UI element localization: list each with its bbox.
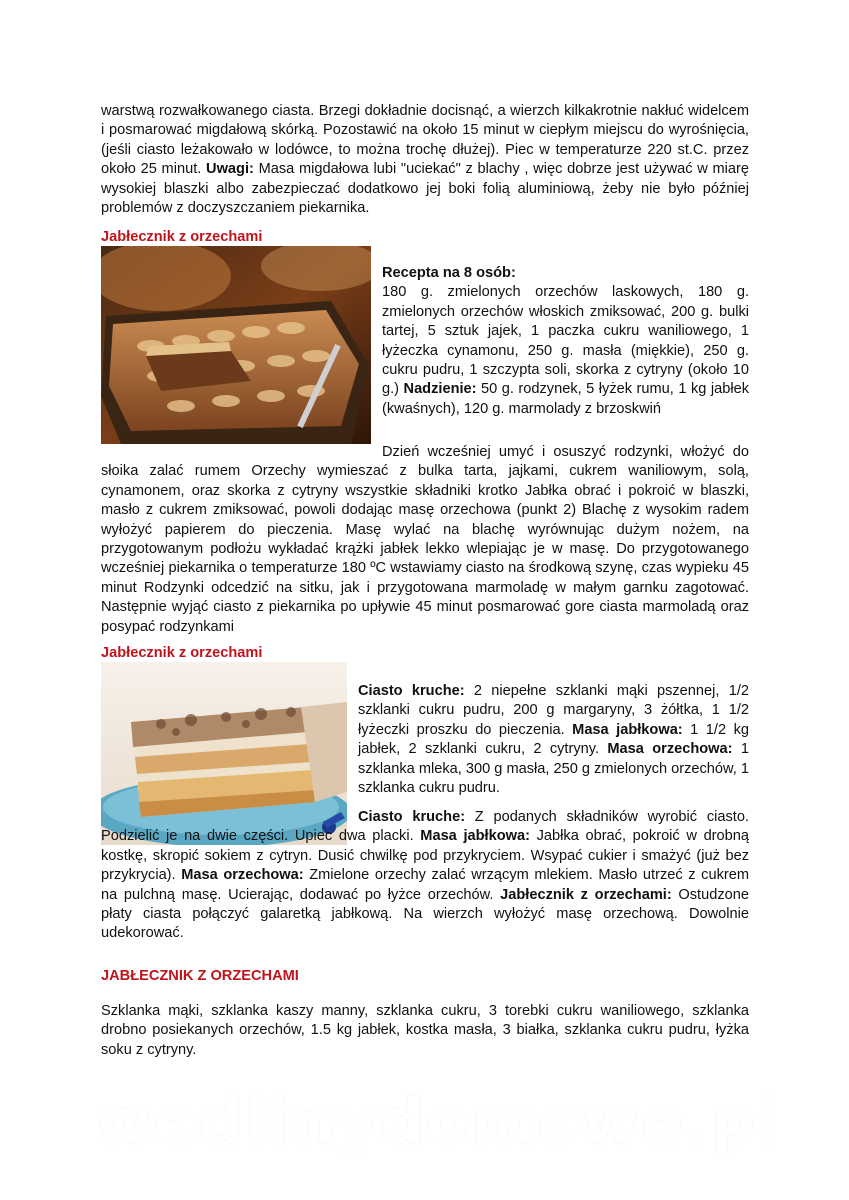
recipe1-photo xyxy=(101,246,371,444)
apple-mass-label: Masa jabłkowa: xyxy=(572,721,683,738)
filling-text: 50 g. rodzynek, 5 łyżek rumu, 1 kg jabłek (kwaśnych), 120 g. marmolady z brzoskwiń xyxy=(382,381,749,417)
method-final-text: Ostudzone płaty ciasta połączyć galaretką jabłkową. Na wierzch wyłożyć masę orzechową. Dowolnie udekorować. xyxy=(101,886,749,942)
dough-label: Ciasto kruche: xyxy=(358,683,465,699)
recipe3-title: JABŁECZNIK Z ORZECHAMI xyxy=(101,968,299,984)
note-text: Masa migdałowa lubi "uciekać" z blachy , więc dobrze jest używać w miarę wysokiej blaszki albo zabezpieczać dodatkowo jej boki folią aluminiową, żeby nie było później problemów z doczyszczaniem piekarnika. xyxy=(101,161,749,217)
recipe1-ingredients xyxy=(382,264,749,419)
watermark: wedlinydomowe.pl xyxy=(95,1085,781,1158)
recipe1-title: Jabłecznik z orzechami xyxy=(101,229,263,245)
nut-mass-label: Masa orzechowa: xyxy=(607,741,733,758)
dough-text: 2 niepełne szklanki mąki pszennej, 1/2 szklanki cukru pudru, 200 g margaryny, 3 żółtka, 1 1/2 łyżeczki proszku do pieczenia. xyxy=(358,683,749,738)
recipe2-ingredients xyxy=(358,682,749,798)
filling-label: Nadzienie: xyxy=(403,381,477,398)
recipe2-title: Jabłecznik z orzechami xyxy=(101,645,263,661)
apple-cake-tray-image xyxy=(101,246,371,444)
method-text: Dzień wcześniej umyć i osuszyć rodzynki, włożyć do słoika zalać rumem Orzechy wymieszać z bulka tarta, jajkami, cukrem waniliowym, solą, cynamonem, oraz skorka z cytryny wszystkie składniki krotko Jabłka obrać i pokroić w blaszki, masło z cukrem zmiksować, powoli dodając masę orzechowa (punkt 2) Blachę z wysokim radem wyłożyć papierem do pieczenia. Masę wylać na blachę wyrównując dużym nożem, na przygotowanym podłożu wykładać krążki jabłek lekko wlepiając je w masę. Do przygotowanego wcześniej piekarnika o temperaturze 180 ºC wstawiamy ciasto na środkową szynę, czas wypieku 45 minut Rodzynki odcedzić na sitku, jak i przygotowana marmoladę w małym garnku zagotować. Następnie wyjąć ciasto z piekarnika po upływie 45 minut posmarować gore ciasta marmoladą oraz posypać rodzynkami xyxy=(101,444,749,635)
intro-paragraph xyxy=(101,102,749,218)
method-apple-label: Masa jabłkowa: xyxy=(420,828,530,845)
apple-mass-text: 1 1/2 kg jabłek, 2 szklanki cukru, 2 cytryny. xyxy=(358,721,750,758)
method-nut-text: Zmielone orzechy zalać wrzącym mlekiem. Masło utrzeć z cukrem na pulchną masę. Ucierając, dodawać po łyżce orzechów. xyxy=(101,867,750,903)
recipe3-text: Szklanka mąki, szklanka kaszy manny, szklanka cukru, 3 torebki cukru waniliowego, szklanka drobno posiekanych orzechów, 1.5 kg jabłek, kostka masła, 3 białka, szklanka cukru pudru, łyżka soku z cytryny. xyxy=(101,1003,749,1058)
nut-mass-text: 1 szklanka mleka, 300 g masła, 250 g zmielonych orzechów, 1 szklanka cukru pudru. xyxy=(358,741,749,797)
method-dough-text: Z podanych składników wyrobić ciasto. Podzielić je na dwie części. Upiec dwa placki. xyxy=(101,809,749,845)
method-dough-label: Ciasto kruche: xyxy=(358,809,466,825)
note-label: Uwagi: xyxy=(206,161,254,178)
intro-text: warstwą rozwałkowanego ciasta. Brzegi dokładnie docisnąć, a wierzch kilkakrotnie nakłuć widelcem i posmarować migdałową skórką. Pozostawić na około 15 minut w ciepłym miejscu do wyrośnięcia, (jeśli ciasto leżakowało w lodówce, to można trochę dłużej). Piec w temperaturze 220 st.C. przez około 25 minut. xyxy=(101,103,749,178)
method-apple-text: Jabłka obrać, pokroić w drobną kostkę, skropić sokiem z cytryn. Dusić chwilkę pod przykryciem. Wsypać cukier i smażyć (już bez przykrycia). xyxy=(101,828,750,884)
recipe2-method xyxy=(101,808,749,944)
recipe1-method xyxy=(101,443,749,637)
ingredients-text: 180 g. zmielonych orzechów laskowych, 180 g. zmielonych orzechów włoskich zmiksować, 200 g. bulki tartej, 5 sztuk jajek, 1 paczka cukru waniliowego, 1 łyżeczka cynamonu, 250 g. masła (miękkie), 250 g. cukru pudru, 1 szczypta soli, skorka z cytryny (około 10 g.) xyxy=(382,284,749,398)
method-final-label: Jabłecznik z orzechami: xyxy=(500,886,672,903)
servings-label: Recepta na 8 osób: xyxy=(382,265,516,281)
method-nut-label: Masa orzechowa: xyxy=(181,867,304,884)
